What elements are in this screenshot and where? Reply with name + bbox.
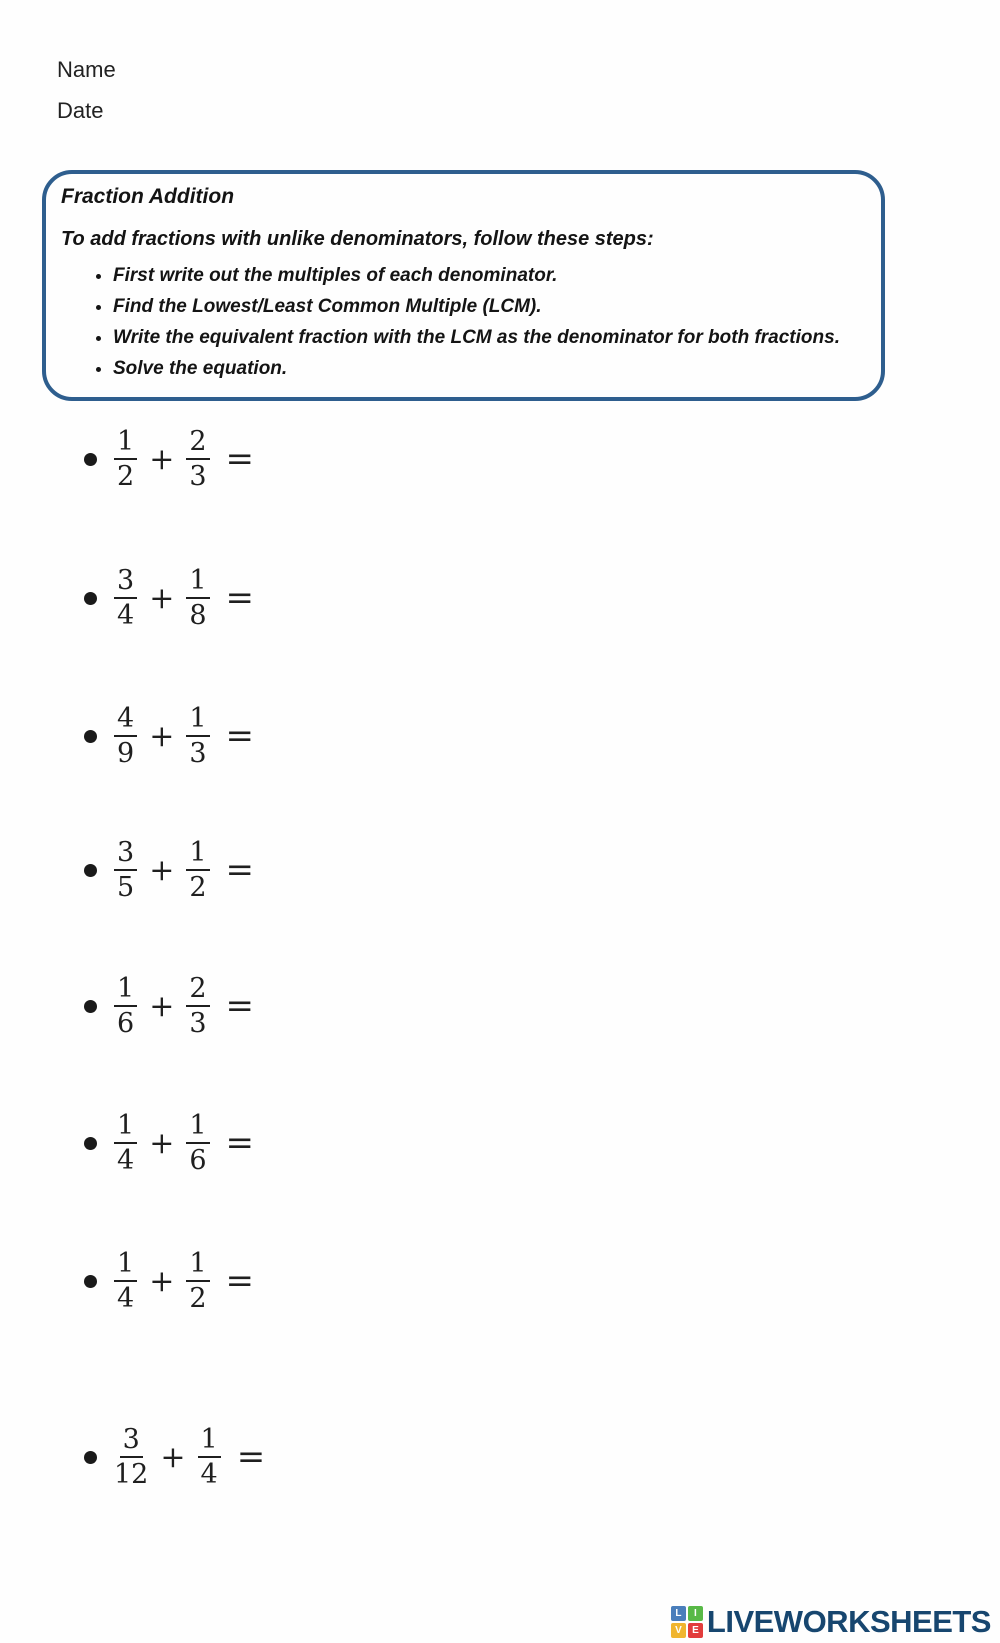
fraction-first-numerator: 1	[114, 1248, 137, 1282]
fraction-second	[186, 1110, 209, 1176]
fraction-first-numerator: 3	[114, 565, 137, 599]
fraction-second	[186, 837, 209, 903]
fraction-second-numerator: 1	[186, 837, 209, 871]
fraction-first-numerator: 1	[114, 426, 137, 460]
fraction-first	[114, 565, 137, 631]
plus-operator: +	[149, 441, 175, 477]
plus-operator: +	[149, 988, 175, 1024]
bullet-icon	[84, 453, 97, 466]
fraction-second-numerator: 1	[186, 565, 209, 599]
plus-operator: +	[149, 852, 175, 888]
bullet-icon	[84, 592, 97, 605]
fraction-problem-row	[84, 1248, 253, 1314]
fraction-second	[186, 1248, 209, 1314]
fraction-problem-row	[84, 426, 253, 492]
bullet-icon	[84, 1275, 97, 1288]
fraction-problem-row	[84, 1110, 253, 1176]
liveworksheets-logo-icon	[671, 1606, 703, 1638]
date-label: Date	[57, 98, 104, 123]
fraction-second-denominator: 4	[200, 1459, 218, 1491]
equals-sign: =	[225, 850, 254, 891]
name-label: Name	[57, 57, 116, 82]
fraction-second	[198, 1424, 221, 1490]
fraction-first-numerator: 3	[114, 837, 137, 871]
fraction-first-numerator: 1	[114, 973, 137, 1007]
logo-tile: I	[688, 1606, 703, 1621]
bullet-icon	[84, 1000, 97, 1013]
equals-sign: =	[225, 986, 254, 1027]
bullet-icon	[84, 1137, 97, 1150]
bullet-icon	[84, 730, 97, 743]
fraction-second-numerator: 1	[186, 703, 209, 737]
liveworksheets-logo[interactable]	[671, 1604, 991, 1640]
liveworksheets-logo-text: LIVEWORKSHEETS	[706, 1604, 991, 1639]
fraction-second-numerator: 1	[198, 1424, 221, 1458]
fraction-first-numerator: 3	[120, 1424, 143, 1458]
fraction-problem-row	[84, 1424, 264, 1490]
fraction-problem-row	[84, 703, 253, 769]
equals-sign: =	[225, 1123, 254, 1164]
fraction-first	[114, 1110, 137, 1176]
instruction-intro: To add fractions with unlike denominators, follow these steps:	[61, 228, 654, 250]
fraction-second-denominator: 8	[189, 600, 207, 632]
fraction-first-denominator: 4	[117, 600, 135, 632]
bullet-icon	[84, 1451, 97, 1464]
logo-tile: E	[688, 1623, 703, 1638]
fraction-first	[114, 837, 137, 903]
logo-tile: L	[671, 1606, 686, 1621]
plus-operator: +	[149, 1263, 175, 1299]
plus-operator: +	[149, 718, 175, 754]
instruction-step: • First write out the multiples of each denominator.	[113, 265, 861, 287]
fraction-first-denominator: 5	[117, 872, 135, 904]
fraction-second-denominator: 6	[189, 1145, 207, 1177]
fraction-problem-row	[84, 565, 253, 631]
fraction-second	[186, 703, 209, 769]
fraction-first	[114, 703, 137, 769]
fraction-second-denominator: 3	[189, 738, 207, 770]
plus-operator: +	[149, 1125, 175, 1161]
fraction-first-denominator: 12	[114, 1459, 149, 1491]
bullet-icon	[84, 864, 97, 877]
fraction-second-denominator: 2	[189, 1283, 207, 1315]
fraction-problem-row	[84, 837, 253, 903]
fraction-second-numerator: 2	[186, 426, 209, 460]
fraction-first	[114, 1424, 148, 1490]
fraction-second	[186, 973, 209, 1039]
fraction-second	[186, 426, 209, 492]
fraction-second-numerator: 1	[186, 1110, 209, 1144]
plus-operator: +	[149, 580, 175, 616]
instruction-step: • Find the Lowest/Least Common Multiple (LCM).	[113, 296, 861, 318]
fraction-first-denominator: 4	[117, 1283, 135, 1315]
fraction-second-denominator: 3	[189, 1008, 207, 1040]
fraction-first-denominator: 9	[117, 738, 135, 770]
instruction-title: Fraction Addition	[61, 185, 235, 208]
fraction-first-denominator: 2	[117, 461, 135, 493]
plus-operator: +	[160, 1439, 186, 1475]
fraction-second	[186, 565, 209, 631]
fraction-first-denominator: 4	[117, 1145, 135, 1177]
equals-sign: =	[225, 716, 254, 757]
fraction-second-numerator: 1	[186, 1248, 209, 1282]
fraction-problem-row	[84, 973, 253, 1039]
equals-sign: =	[225, 439, 254, 480]
fraction-second-numerator: 2	[186, 973, 209, 1007]
fraction-second-denominator: 2	[189, 872, 207, 904]
fraction-second-denominator: 3	[189, 461, 207, 493]
fraction-first-numerator: 4	[114, 703, 137, 737]
logo-tile: V	[671, 1623, 686, 1638]
fraction-first	[114, 1248, 137, 1314]
fraction-first	[114, 426, 137, 492]
equals-sign: =	[225, 1261, 254, 1302]
fraction-first	[114, 973, 137, 1039]
instruction-step: • Write the equivalent fraction with the LCM as the denominator for both fractions.	[113, 327, 861, 349]
fraction-first-numerator: 1	[114, 1110, 137, 1144]
instruction-step: • Solve the equation.	[113, 358, 861, 380]
equals-sign: =	[236, 1437, 265, 1478]
fraction-first-denominator: 6	[117, 1008, 135, 1040]
equals-sign: =	[225, 578, 254, 619]
